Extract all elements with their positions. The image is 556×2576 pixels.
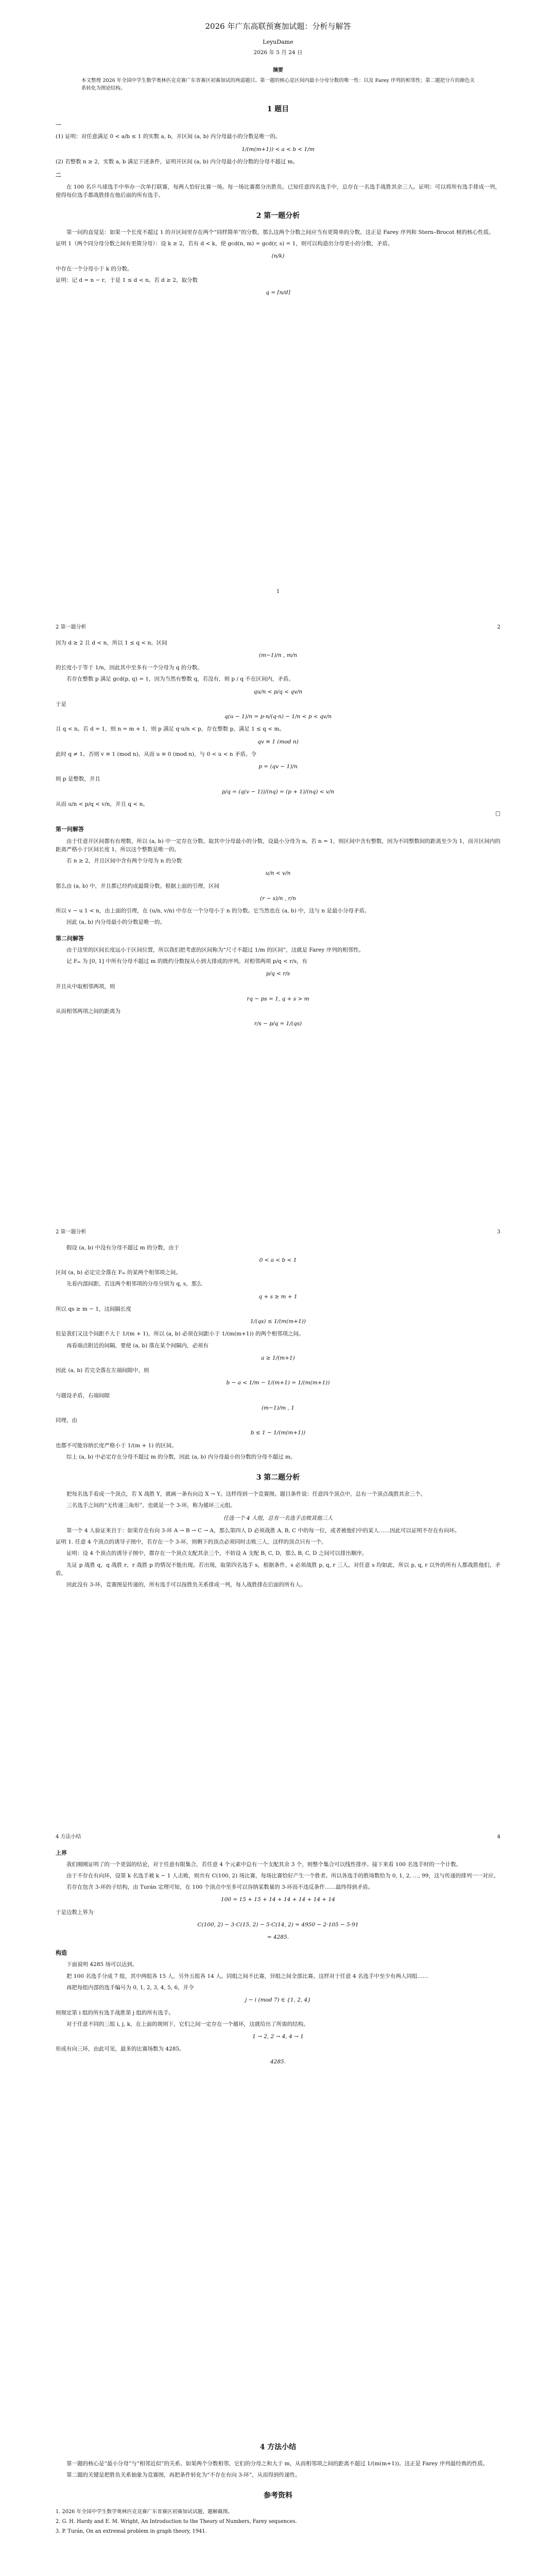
- subsection-title: 上界: [56, 1849, 67, 1856]
- problem-2-text: 在 100 名乒乓球选手中举办一次单打联赛，每两人恰好比赛一场。每一场比赛都分出胜负。已知任意四名选手中，总存在一名选手战胜其余三人。证明：可以将所有选手排成一列，使得每位选手都战胜排在他后面的所有选手。: [56, 183, 500, 198]
- paragraph: 把 100 名选手分成 7 组，其中两组各 15 人，另外五组各 14 人。同组之间不比赛，异组之间全部比赛。这样对于任意 4 名选手中至少有两人同组……: [66, 1973, 428, 1979]
- equation: 100 = 15 + 15 + 14 + 14 + 14 + 14 + 14: [221, 1896, 335, 1903]
- paragraph: 则规定第 i 组的所有选手战胜第 j 组的所有选手。: [56, 2009, 174, 2016]
- paragraph: 但是我们又这个间距不大于 1/(m + 1)，所以 (a, b) 必须在间距小于 1/(m(m+1)) 的两个相邻项之间。: [56, 1331, 304, 1337]
- paragraph: 第一问的直觉是：如果一个长度不超过 1 的开区间里存在两个“同样简单”的分数，那么这两个分数之间应当有更简单的分数。这正是 Farey 序列和 Stern–Brocot 树的核心性质。: [66, 229, 494, 235]
- running-header-left: 2 第一题分析: [56, 1229, 86, 1235]
- paper-author: LeyuDame: [263, 39, 293, 46]
- running-header-left: 2 第一题分析: [56, 624, 86, 630]
- paragraph: 的长度小于等于 1/n，因此其中至多有一个分母为 q 的分数。: [56, 665, 203, 671]
- paragraph: 证明：设 4 个顶点的诱导子图中，都存在一个顶点支配其余三个，不妨设 A 支配 B, C, D，那么 B, C, D 之间可以排出顺序。: [66, 1550, 368, 1557]
- paragraph: 因为 d ≥ 2 且 d < n，所以 1 ≤ q < n。区间: [56, 639, 167, 646]
- paragraph: 与题设矛盾，右端间隙: [56, 1392, 110, 1399]
- paragraph: 从而相邻两项之间的距离为: [56, 1008, 120, 1015]
- paragraph: 证明 1（两个同分母分数之间有更简分母）：设 k ≥ 2，若有 d < k，使 gcd(n, m) = gcd(r, s) = 1，则可以构造出分母更小的分数，矛盾。: [56, 241, 393, 247]
- equation: r/s − p/q = 1/(qs): [254, 1021, 302, 1027]
- page-4: [0, 1815, 556, 2419]
- running-header: [56, 1826, 500, 1841]
- paragraph: 同理，由: [56, 1417, 77, 1424]
- abstract-text: 本文整理 2026 年全国中学生数学奥林匹克竞赛广东省赛区初赛加试的两道题目。第一题的核心是区间内最小分母分数的唯一性：以及 Farey 序列的相邻性；第二题把分片的颜色关系转化为图论结构。: [81, 78, 475, 91]
- problem-1-label: 一: [56, 122, 61, 129]
- equation: p/q = (q(v − 1))/(nq) = (p + 1)/(nq) < v/n: [221, 788, 335, 795]
- equation: 1/(qs) ≤ 1/(m(m+1)): [250, 1318, 306, 1325]
- equation: (n/k): [271, 253, 285, 260]
- section-4-title: 4 方法小结: [259, 2443, 297, 2451]
- paragraph: 再把每组内部的选手编号为 0, 1, 2, 3, 4, 5, 6，并令: [66, 1984, 194, 1991]
- paragraph: 证明 1. 任意 4 个顶点的诱导子图中，若存在一个 3-环，则剩下的顶点必须同时击败三人，这样的顶点只有一个。: [56, 1539, 327, 1546]
- paragraph: 于是: [56, 701, 66, 707]
- equation: u/n < v/n: [265, 870, 291, 877]
- reference-item: 2. G. H. Hardy and E. M. Wright, An Introduction to the Theory of Numbers, Farey sequences.: [56, 2519, 297, 2525]
- paragraph: 区间 (a, b) 必定完全落在 Fₘ 的某两个相邻项之间。: [56, 1269, 181, 1276]
- paragraph: 第一个 4 人验证来自于：如果存在有向 3-环 A → B → C → A，那么第四人 D 必须战胜 A, B, C 中的每一位，或者被他们中的某人……因此可以证明不存在有向环。: [66, 1527, 460, 1534]
- paragraph: 由于不存在有向环，设第 k 名选手被 k − 1 人击败，则共有 C(100, 2) 场比赛，每场比赛恰好产生一个胜者。所以各选手的胜场数恰为 0, 1, 2, …, 99，这与传递的排列一一对应。: [66, 1872, 499, 1879]
- problem-1-text: (1) 证明：对任意满足 0 < a/b ≤ 1 的实数 a, b，开区间 (a, b) 内分母最小的分数是唯一的。: [56, 133, 281, 140]
- paragraph: 记 Fₘ 为 [0, 1] 中所有分母不超过 m 的既约分数按从小到大排成的序列。对相邻两项 p/q < r/s，有: [66, 958, 308, 964]
- equation: b ≤ 1 − 1/(m(m+1)): [250, 1430, 306, 1436]
- equation: 0 < a < b < 1: [259, 1257, 297, 1263]
- section-2-title: 2 第一题分析: [256, 212, 300, 221]
- paragraph: 因此 (a, b) 若完全落在左端间隙中，则: [56, 1367, 149, 1374]
- problem-2-label: 二: [56, 172, 61, 179]
- equation: p = (qv − 1)/n: [258, 764, 298, 770]
- equation: 任选一个 4 人组，总有一名选手击败其他三人: [223, 1515, 333, 1521]
- paragraph: 所以 qs ≥ m − 1，这间隔长度: [56, 1306, 132, 1312]
- paragraph: 综上 (a, b) 中必定存在分母不超过 m 的分数，因此 (a, b) 内分母最小的分数的分母不超过 m。: [66, 1454, 296, 1461]
- subsection-title: 第一问解答: [56, 826, 84, 833]
- running-header: [56, 616, 500, 632]
- paragraph: 由于任意开区间都有有理数，所以 (a, b) 中一定存在分数。取其中分母最小的分数，设最小分母为 n。若 n = 1，则区间中含有整数，因为不同整数间的距离至少为 1，而开区间内的距离严格小于区间长度 1，所以这个整数是唯一的。: [56, 838, 500, 853]
- paragraph: 且 q < n。若 d = 1，则 n = m + 1，则 p 满足 q·u/n < p，存在整数 p，满足 1 ≤ q < m。: [56, 726, 285, 733]
- page-2: [0, 605, 556, 1210]
- problem-1-part-2: (2) 若整数 n ≥ 2，实数 a, b 满足下述条件，证明开区间 (a, b) 内分母最小的分数的分母不超过 m。: [56, 158, 299, 165]
- paragraph: 第二题的关键是把胜负关系抽象为竞赛图，再把条件转化为“不存在有向 3-环”，从而得到传递性。: [66, 2471, 301, 2478]
- equation: q + s ≥ m + 1: [258, 1293, 298, 1300]
- paragraph: 假设 (a, b) 中没有分母不超过 m 的分数，由于: [66, 1244, 180, 1251]
- running-header: [56, 1221, 500, 1236]
- section-1-title: 1 题目: [267, 105, 289, 113]
- equation: 1 → 2, 2 → 4, 4 → 1: [252, 2033, 304, 2040]
- paragraph: 三名选手之间的“无传递三角形”，也就是一个 3-环，称为循环三元组。: [66, 1502, 236, 1509]
- paragraph: 那么由 (a, b) 中，并且都已经约成最简分数。根据上面的引理，区间: [56, 883, 220, 889]
- paragraph: 下面说明 4285 场可以达到。: [66, 1961, 138, 1968]
- paragraph: 先看内部间距，若这两个相邻项的分母分别为 q, s，那么: [66, 1281, 202, 1287]
- abstract-heading: 摘要: [273, 67, 283, 73]
- paper-title: 2026 年广东高联预赛加试题：分析与解答: [205, 22, 351, 31]
- paragraph: 因此没有 3-环，竞赛图是传递的，所有选手可以按胜负关系排成一列，每人战胜排在后面的所有人。: [66, 1582, 306, 1588]
- equation: (r − s)/n , r/n: [260, 895, 296, 902]
- subsection-title: 第二问解答: [56, 935, 84, 942]
- page-3: [0, 1210, 556, 1815]
- paragraph: 对于任意不同的三组 i, j, k，在上面的规则下，它们之间一定存在一个循环，这就给出了所需的结构。: [66, 2021, 309, 2027]
- paragraph: 我们刚刚证明了的一个更弱的结论，对于任意有限集合，若任意 4 个元素中总有一个支配其余 3 个，则整个集合可以线性排序。接下来看 100 名选手时的一个计数。: [66, 1861, 462, 1868]
- page-5: [0, 2419, 556, 2576]
- paragraph: 形成有向三环，由此可见，最多的比赛场数为 4285。: [56, 2046, 185, 2053]
- paragraph: 若 n ≥ 2，并且区间中含有两个分母为 n 的分数: [66, 858, 182, 865]
- paper-date: 2026 年 5 月 24 日: [253, 49, 303, 56]
- paragraph: 先证 p 战胜 q，q 战胜 r，r 战胜 p 的情况不能出现。若出现，取第四名选手 s，根据条件，s 必须战胜 p, q, r 三人。对任意 s 均如此，所以 p, q, r 以外的所有人都战胜他们，矛盾。: [56, 1562, 500, 1577]
- page-number: 1: [276, 588, 280, 595]
- equation: rq − ps = 1, q + s > m: [247, 995, 309, 1002]
- paragraph: 证明：记 d = n − r，于是 1 ≤ d < n。若 d ≥ 2，取分数: [56, 277, 198, 283]
- subsection-title: 构造: [56, 1950, 67, 1957]
- paragraph: 从而 u/n < p/q < v/n，并且 q < n。: [56, 801, 148, 807]
- paragraph: 因此 (a, b) 内分母最小的分数是唯一的。: [66, 919, 166, 926]
- equation: a ≥ 1/(m+1): [261, 1354, 295, 1361]
- paragraph: 并且从中取相邻两项，则: [56, 983, 115, 990]
- paragraph: 也都不可能容纳长度严格小于 1/(m + 1) 的区间。: [56, 1442, 177, 1449]
- problem-1-equation: 1/(m(m+1)) < a < b < 1/m: [241, 146, 315, 152]
- paragraph: 再看端点附近的间隔，要使 (a, b) 落在某个间隔内，必须有: [66, 1342, 209, 1349]
- paragraph: 此时 q ≠ 1。否则 v ≡ 1 (mod n)，从而 u ≡ 0 (mod n)，与 0 < u < n 矛盾。令: [56, 751, 256, 757]
- paragraph: 由于这里的区间长度远小于区间位置，所以我们把考虑的区间称为“尺寸不超过 1/m 的区间”，这就是 Farey 序列的相邻性。: [66, 946, 364, 953]
- reference-item: 1. 2026 年全国中学生数学奥林匹克竞赛广东省赛区初赛加试试题，题解截图。: [56, 2509, 233, 2515]
- equation: j − i (mod 7) ∈ {1, 2, 4}: [245, 1997, 311, 2004]
- running-header-left: 4 方法小结: [56, 1834, 81, 1840]
- section-3-title: 3 第二题分析: [256, 1473, 300, 1482]
- equation: (m−1)/n , m/n: [258, 652, 298, 658]
- equation: qv ≡ 1 (mod n): [257, 738, 299, 745]
- paragraph: 于是边数上界为: [56, 1909, 94, 1916]
- running-header-right: 2: [497, 624, 500, 630]
- paragraph: 则 p 是整数，并且: [56, 776, 100, 783]
- equation: C(100, 2) − 3·C(15, 2) − 5·C(14, 2) = 4950 − 2·105 − 5·91: [197, 1921, 359, 1928]
- paragraph: 若存在包含 3-环的子结构，由 Turán 定理可知，在 100 个顶点中至多可以容纳某数量的 3-环而不违反条件……最终得到矛盾。: [66, 1884, 374, 1891]
- equation: p/q < r/s: [266, 971, 290, 977]
- reference-item: 3. P. Turán, On an extremal problem in graph theory, 1941.: [56, 2529, 207, 2535]
- running-header-right: 3: [497, 1229, 500, 1235]
- equation: qu/n < p/q < qv/n: [253, 688, 303, 695]
- paragraph: 把每名选手看成一个顶点，若 X 战胜 Y，就画一条有向边 X → Y。这样得到一个竞赛图。题目条件说：任意四个顶点中，总有一个顶点战胜其余三个。: [66, 1490, 426, 1497]
- paragraph: 若存在整数 p 满足 gcd(p, q) = 1，因为当然有整数 q，若没有，则 p / q 不在区间内，矛盾。: [66, 676, 294, 683]
- paragraph: 中存在一个分母小于 k 的分数。: [56, 265, 133, 272]
- equation: 4285.: [270, 2058, 286, 2065]
- paragraph: 所以 v − u 1 < n，由上面的引理，在 (u/n, v/n) 中存在一个分母小于 n 的分数。它当然也在 (a, b) 中，这与 n 是最小分母矛盾。: [56, 908, 370, 914]
- references-list: [56, 2508, 500, 2536]
- page-1: [0, 0, 556, 605]
- references-title: 参考资料: [264, 2492, 292, 2500]
- paragraph: 第一题的核心是“最小分母”与“相邻近似”的关系。如果两个分数相邻，它们的分母之和大于 m，从而相邻项之间的距离不超过 1/(m(m+1))。这正是 Farey 序列最经典的性质。: [66, 2460, 489, 2467]
- equation: (m−1)/m , 1: [262, 1404, 294, 1411]
- equation: q(u − 1)/n = p·n/(q·n) − 1/n < p < qv/n: [224, 714, 332, 720]
- equation: b − a < 1/m − 1/(m+1) = 1/(m(m+1)): [226, 1380, 330, 1386]
- equation: = 4285.: [267, 1934, 289, 1941]
- running-header-right: 4: [497, 1834, 500, 1840]
- qed-mark: □: [495, 810, 500, 817]
- equation: q = ⌈n/d⌉: [266, 290, 290, 296]
